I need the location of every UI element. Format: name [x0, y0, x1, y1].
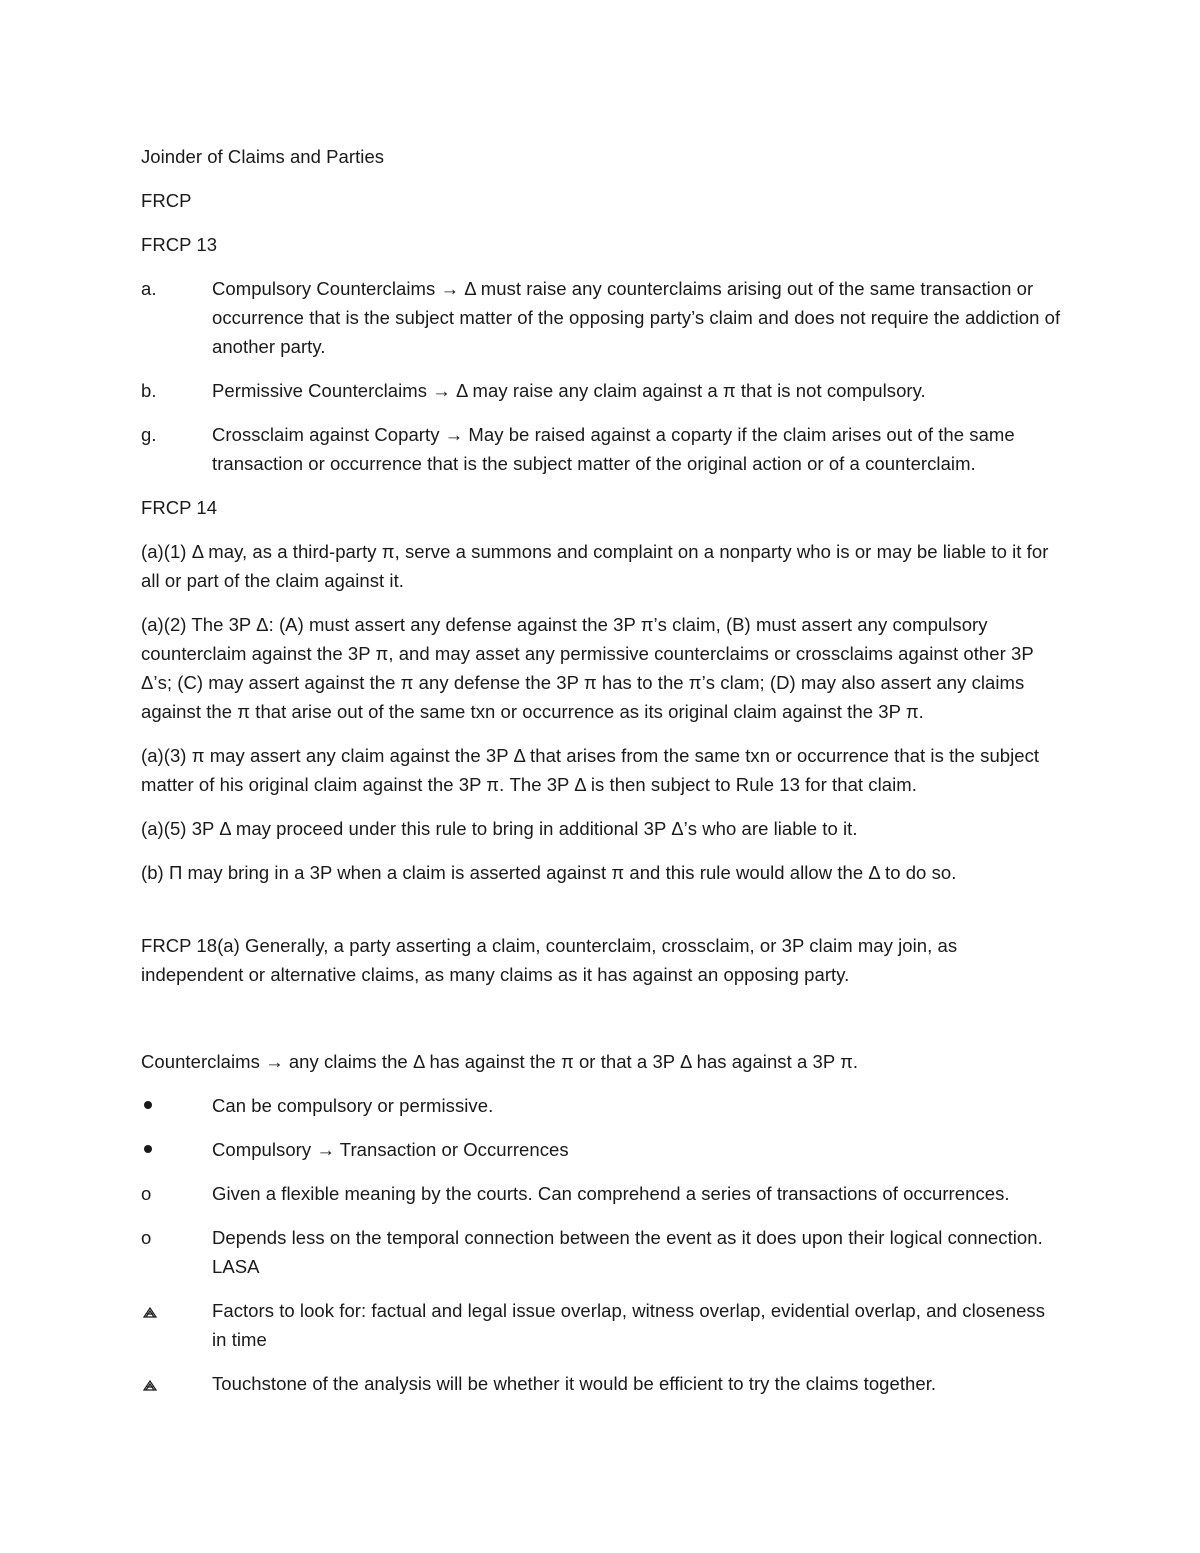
item-text: Crossclaim against Coparty → May be raised against a coparty if the claim arises out of the same transaction or occurrence that is the subject matter of the original action or of a counterclaim. — [212, 424, 1015, 474]
item-text: Can be compulsory or permissive. — [212, 1095, 494, 1116]
bullet-icon — [144, 1145, 152, 1153]
bullet-icon — [144, 1101, 152, 1109]
heading-frcp: FRCP — [141, 190, 192, 211]
square-bullet-icon — [143, 1307, 157, 1318]
rule13-item-g — [141, 420, 1061, 478]
list-item — [141, 1296, 1061, 1354]
list-item — [141, 1369, 1061, 1398]
heading-frcp-13: FRCP 13 — [141, 234, 218, 255]
list-item — [141, 1135, 1061, 1164]
item-text: Given a flexible meaning by the courts. Can comprehend a series of transactions of occurrences. — [212, 1183, 1010, 1204]
counterclaims-intro: Counterclaims → any claims the Δ has against the π or that a 3P Δ has against a 3P π. — [141, 1051, 859, 1072]
item-text: Compulsory Counterclaims → Δ must raise any counterclaims arising out of the same transaction or occurrence that is the subject matter of the opposing party’s claim and does not require the addiction of another party. — [212, 278, 1061, 357]
rule14-a1: (a)(1) Δ may, as a third-party π, serve a summons and complaint on a nonparty who is or may be liable to it for all or part of the claim against it. — [141, 541, 1049, 591]
rule14-a5: (a)(5) 3P Δ may proceed under this rule to bring in additional 3P Δ’s who are liable to it. — [141, 818, 858, 839]
item-marker: a. — [141, 278, 157, 299]
rule14-a3: (a)(3) π may assert any claim against the 3P Δ that arises from the same txn or occurrence that is the subject matter of his original claim against the 3P π. The 3P Δ is then subject to Rule 13 for that claim. — [141, 745, 1040, 795]
item-marker: g. — [141, 424, 157, 445]
item-text: Factors to look for: factual and legal issue overlap, witness overlap, evidential overlap, and closeness in time — [212, 1300, 1046, 1350]
item-text: Permissive Counterclaims → Δ may raise any claim against a π that is not compulsory. — [212, 380, 926, 401]
item-text: Compulsory → Transaction or Occurrences — [212, 1139, 569, 1160]
rule14-a2: (a)(2) The 3P Δ: (A) must assert any defense against the 3P π’s claim, (B) must assert any compulsory counterclaim against the 3P π, and may asset any permissive counterclaims or crossclaims against other 3P Δ’s; (C) may assert against the π any defense the 3P π has to the π’s clam; (D) may also assert any claims against the π that arise out of the same txn or occurrence as its original claim against the 3P π. — [141, 614, 1034, 722]
list-item — [141, 1091, 1061, 1120]
item-marker: b. — [141, 380, 157, 401]
square-bullet-icon — [143, 1380, 157, 1391]
heading-frcp-14: FRCP 14 — [141, 497, 218, 518]
list-item — [141, 1223, 1061, 1281]
rule13-item-b — [141, 376, 1061, 405]
rule14-b: (b) Π may bring in a 3P when a claim is asserted against π and this rule would allow the Δ to do so. — [141, 862, 957, 883]
item-marker: o — [141, 1227, 152, 1248]
item-text: Touchstone of the analysis will be whether it would be efficient to try the claims together. — [212, 1373, 937, 1394]
document-body — [141, 142, 1061, 1413]
rule18-paragraph: FRCP 18(a) Generally, a party asserting a claim, counterclaim, crossclaim, or 3P claim may join, as independent or alternative claims, as many claims as it has against an opposing party. — [141, 935, 958, 985]
rule13-item-a — [141, 274, 1061, 361]
list-item — [141, 1179, 1061, 1208]
document-title: Joinder of Claims and Parties — [141, 146, 385, 167]
item-marker: o — [141, 1183, 152, 1204]
item-text: Depends less on the temporal connection between the event as it does upon their logical connection. LASA — [212, 1227, 1043, 1277]
